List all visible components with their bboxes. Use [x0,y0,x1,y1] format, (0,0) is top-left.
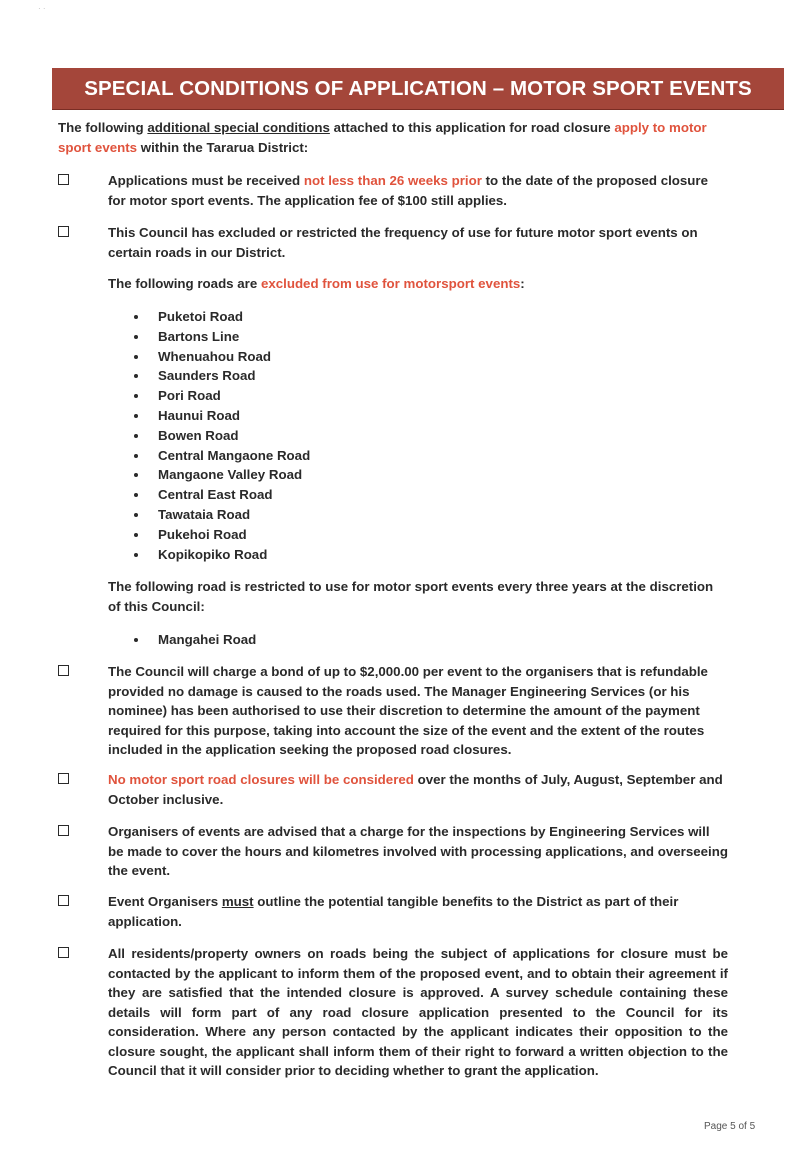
road-list-item: Bartons Line [132,327,310,347]
road-list-item: Central Mangaone Road [132,446,310,466]
scan-artifact: · · [38,4,46,13]
road-list-item: Whenuahou Road [132,347,310,367]
road-list-item: Puketoi Road [132,307,310,327]
road-list-item: Central East Road [132,485,310,505]
road-list-item: Kopikopiko Road [132,545,310,565]
checkbox[interactable] [58,226,69,237]
road-list-item: Bowen Road [132,426,310,446]
page-number: Page 5 of 5 [704,1121,756,1132]
page-title: SPECIAL CONDITIONS OF APPLICATION – MOTOR SPORT EVENTS [52,68,784,109]
road-list-item: Pukehoi Road [132,525,310,545]
condition-text: No motor sport road closures will be considered over the months of July, August, September and October inclusive. [108,772,723,807]
restricted-roads-list [132,630,256,650]
checkbox[interactable] [58,174,69,185]
checkbox[interactable] [58,773,69,784]
road-list-item: Haunui Road [132,406,310,426]
checkbox[interactable] [58,895,69,906]
condition-text: Organisers of events are advised that a charge for the inspections by Engineering Services will be made to cover the hours and kilometres involved with processing applications, and overseeing the event. [108,824,728,878]
checkbox[interactable] [58,665,69,676]
checkbox[interactable] [58,947,69,958]
excluded-roads-intro: The following roads are excluded from use for motorsport events: [108,276,525,291]
road-list-item: Mangaone Valley Road [132,465,310,485]
condition-text: All residents/property owners on roads being the subject of applications for closure must be contacted by the applicant to inform them of the proposed event, and to obtain their agreement if they are satisfied that the intended closure is approved. A survey schedule containing these details will form part of any road closure application presented to the Council for its consideration. Where any person contacted by the applicant indicates their opposition to the closure sought, the applicant shall inform them of their right to forward a written objection to the Council that it will consider prior to deciding whether to grant the application. [108,946,728,1078]
excluded-roads-list [132,307,310,564]
checkbox[interactable] [58,825,69,836]
condition-text: Applications must be received not less than 26 weeks prior to the date of the proposed closure for motor sport events. The application fee of $100 still applies. [108,173,708,208]
road-list-item: Pori Road [132,386,310,406]
road-list-item: Tawataia Road [132,505,310,525]
condition-text: This Council has excluded or restricted the frequency of use for future motor sport events on certain roads in our District. [108,225,698,260]
condition-text: The Council will charge a bond of up to $2,000.00 per event to the organisers that is refundable provided no damage is caused to the roads used. The Manager Engineering Services (or his nominee) has been authorised to use their discretion to determine the amount of the payment required for this purpose, taking into account the size of the event and the extent of the routes included in the application seeking the proposed road closures. [108,664,708,757]
intro-paragraph: The following additional special conditions attached to this application for road closure apply to motor sport events within the Tararua District: [58,120,707,155]
road-list-item: Mangahei Road [132,630,256,650]
restricted-roads-intro: The following road is restricted to use for motor sport events every three years at the discretion of this Council: [108,579,714,614]
road-list-item: Saunders Road [132,366,310,386]
condition-text: Event Organisers must outline the potential tangible benefits to the District as part of their application. [108,894,679,929]
